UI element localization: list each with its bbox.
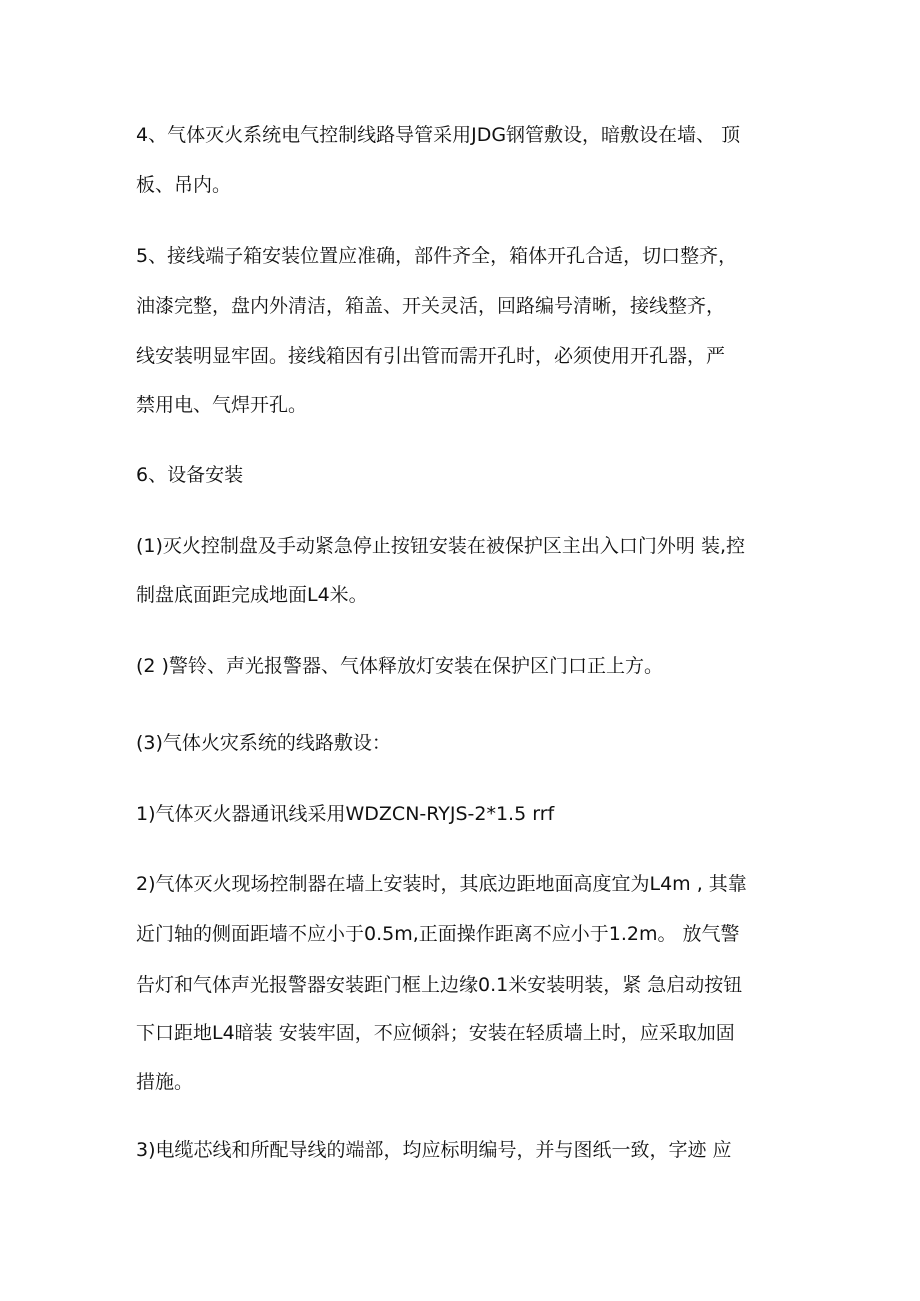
text-line: 措施。	[136, 1071, 194, 1093]
text-line: 5、接线端子箱安装位置应准确，部件齐全，箱体开孔合适，切口整齐，	[136, 245, 738, 267]
text-line: 制盘底面距完成地面L4米。	[136, 584, 368, 606]
text-line: 线安装明显牢固。接线箱因有引出管而需开孔时，必须使用开孔器，严	[136, 345, 726, 367]
text-line: 近门轴的侧面距墙不应小于0.5m,正面操作距离不应小于1.2m。 放气警	[136, 923, 740, 945]
text-line: 禁用电、气焊开孔。	[136, 394, 308, 416]
text-line: 板、吊内。	[136, 174, 232, 196]
text-line: (1)灭火控制盘及手动紧急停止按钮安装在被保护区主出入口门外明 装,控	[136, 535, 745, 557]
section-heading: 6、设备安装	[136, 464, 244, 486]
text-line: 下口距地L4暗装 安装牢固，不应倾斜；安装在轻质墙上时，应采取加固	[136, 1022, 735, 1044]
text-line: 1)气体灭火器通讯线采用WDZCN-RYJS-2*1.5 rrf	[136, 803, 555, 825]
text-line: 2)气体灭火现场控制器在墙上安装时，其底边距地面高度宜为L4m , 其靠	[136, 873, 747, 895]
text-line: 3)电缆芯线和所配导线的端部，均应标明编号，并与图纸一致，字迹 应	[136, 1139, 732, 1161]
text-line: 油漆完整，盘内外清洁，箱盖、开关灵活，回路编号清晰，接线整齐，	[136, 295, 726, 317]
text-line: 4、气体灭火系统电气控制线路导管采用JDG钢管敷设，暗敷设在墙、 顶	[136, 124, 741, 146]
text-line: (3)气体火灾系统的线路敷设：	[136, 732, 391, 754]
text-line: (2 )警铃、声光报警器、气体释放灯安装在保护区门口正上方。	[136, 655, 663, 677]
text-line: 告灯和气体声光报警器安装距门框上边缘0.1米安装明装，紧 急启动按钮	[136, 974, 743, 996]
